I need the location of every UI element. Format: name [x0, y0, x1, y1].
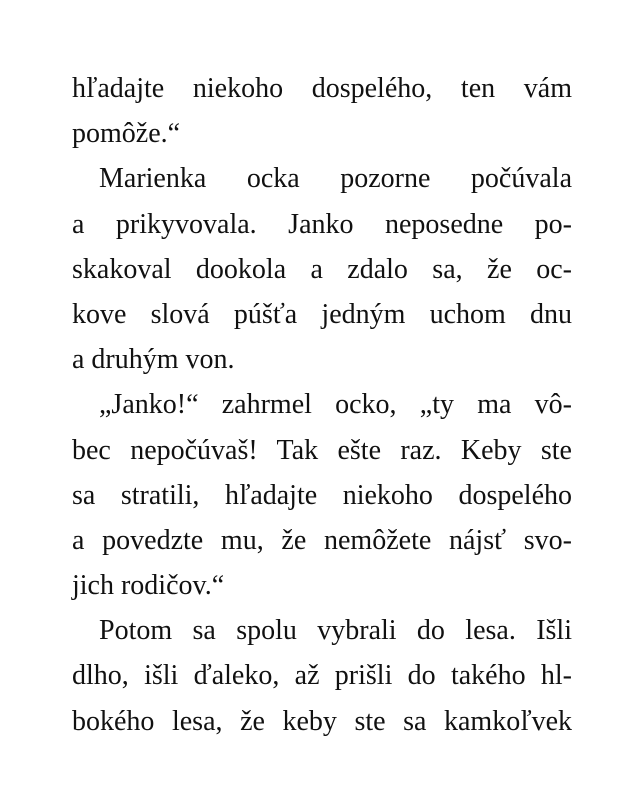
text-line: a povedzte mu, že nemôžete nájsť svo-	[72, 524, 572, 556]
text-line: pomôže.“	[72, 118, 181, 150]
text-line: a druhým von.	[72, 344, 235, 376]
text-line: skakoval dookola a zdalo sa, že oc-	[72, 253, 572, 285]
book-page-text	[72, 66, 572, 744]
text-line: hľadajte niekoho dospelého, ten vám	[72, 73, 572, 104]
text-line: bokého lesa, že keby ste sa kamkoľvek	[72, 705, 572, 737]
text-line: „Janko!“ zahrmel ocko, „ty ma vô-	[99, 389, 572, 421]
text-line: Potom sa spolu vybrali do lesa. Išli	[99, 615, 572, 647]
text-line: bec nepočúvaš! Tak ešte raz. Keby ste	[72, 434, 572, 466]
text-line: Marienka ocka pozorne počúvala	[99, 163, 572, 195]
text-line: jich rodičov.“	[72, 570, 225, 602]
text-line: a prikyvovala. Janko neposedne po-	[72, 208, 572, 240]
text-line: kove slová púšťa jedným uchom dnu	[72, 298, 572, 330]
text-line: dlho, išli ďaleko, až prišli do takého hl-	[72, 660, 572, 692]
text-line: sa stratili, hľadajte niekoho dospelého	[72, 479, 572, 511]
